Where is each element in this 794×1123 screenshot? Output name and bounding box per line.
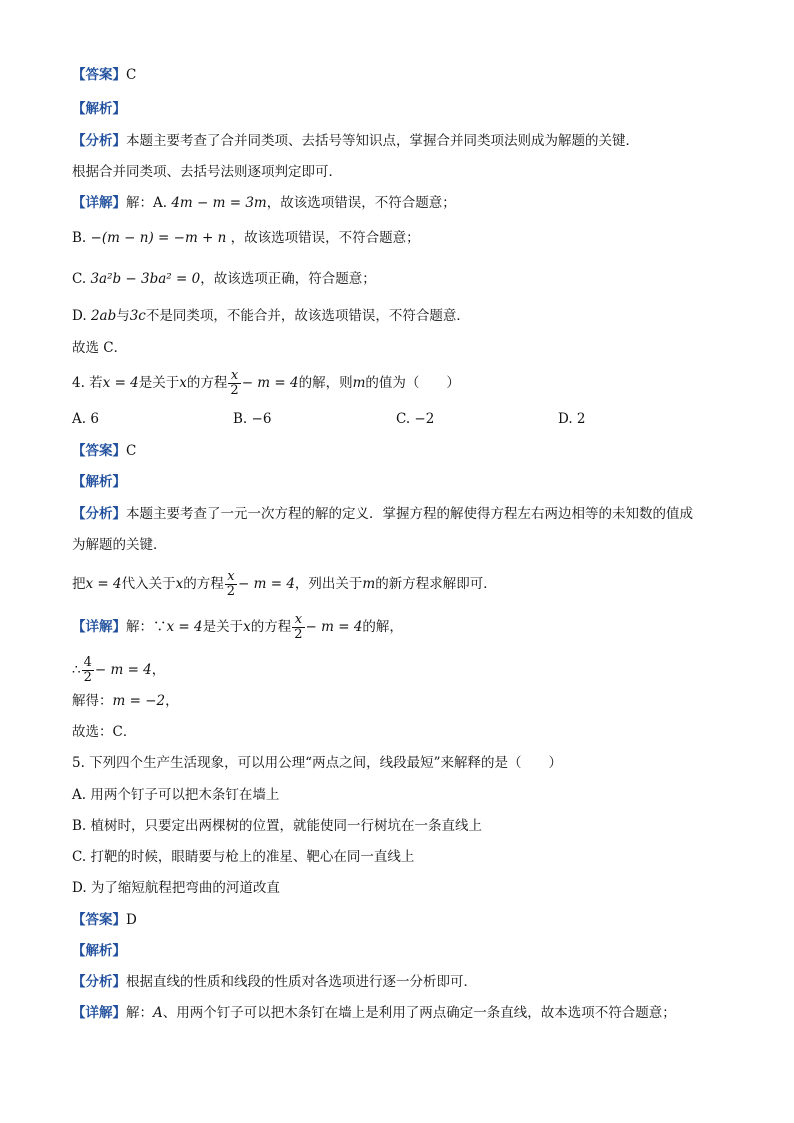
q3-detail-c: [72, 270, 376, 288]
xiangjie-tag: 【详解】: [72, 619, 126, 635]
fenxi-tag: 【分析】: [72, 974, 126, 990]
fenxi-text: 本题主要考查了合并同类项、去括号等知识点，掌握合并同类项法则成为解题的关键．: [126, 133, 639, 149]
q4-fenxi-line-2: [72, 536, 167, 554]
answer-tag: 【答案】: [72, 67, 126, 83]
sub-prefix: 把: [72, 576, 86, 592]
conclusion-text: 故选 C．: [72, 340, 128, 356]
therefore-fraction: [82, 656, 94, 685]
stem-mid-2: 的方程: [186, 375, 228, 391]
answer-tag: 【答案】: [72, 443, 126, 459]
q4-fenxi-line: [72, 505, 693, 523]
q5-option-d: D. 为了缩短航程把弯曲的河道改直: [72, 880, 280, 896]
q5-option-a: A. 用两个钉子可以把木条钉在墙上: [72, 787, 280, 803]
detail-b-prefix: B.: [72, 230, 91, 246]
detail-d-math-1: 2ab: [90, 308, 117, 324]
q3-fenxi-line-2: [72, 163, 342, 181]
conclusion-text: 故选：C．: [72, 724, 137, 740]
q4-answer-line: [72, 442, 136, 460]
xj-suffix: 的解，: [362, 619, 403, 635]
xj-math-2: − m = 4: [305, 619, 363, 635]
stem-mid-1: 是关于: [138, 375, 180, 391]
answer-value: D: [126, 912, 137, 928]
q5-stem: [72, 754, 562, 772]
stem-prefix: 4. 若: [72, 375, 103, 391]
q4-option-b: B. −6: [233, 411, 272, 427]
stem-fraction: [228, 369, 240, 398]
detail-c-math: 3a²b − 3ba² = 0: [90, 271, 201, 287]
detail-a-suffix: ，故该选项错误，不符合题意；: [266, 195, 456, 211]
sub-mid-3: ，列出关于: [294, 576, 363, 592]
q5-option-b: B. 植树时，只要定出两棵树的位置，就能使同一行树坑在一条直线上: [72, 818, 483, 834]
stem-suffix: 的值为（ ）: [365, 375, 460, 391]
q4-therefore-line: [72, 656, 165, 685]
fraction-denominator: 2: [230, 383, 239, 398]
sub-suffix: 的新方程求解即可．: [375, 576, 497, 592]
q3-detail-b: [72, 229, 420, 247]
therefore-symbol: ∴: [72, 662, 81, 678]
stem-mid-3: 的解，则: [298, 375, 353, 391]
fraction-numerator: 4: [83, 655, 92, 670]
fenxi-text-2: 为解题的关键．: [72, 537, 167, 553]
xj-mid-2: 的方程: [250, 619, 292, 635]
solve-prefix: 解得：: [72, 693, 113, 709]
q5-option-c: C. 打靶的时候，眼睛要与枪上的准星、靶心在同一直线上: [72, 849, 415, 865]
xj-prefix: 解：: [126, 1005, 153, 1021]
q5-detail-line: [72, 1004, 676, 1022]
xj-mid: 是关于: [202, 619, 244, 635]
q5-fenxi-line: [72, 973, 477, 991]
sub-math-2: − m = 4: [238, 576, 295, 592]
analysis-tag: 【解析】: [72, 474, 126, 490]
fenxi-tag: 【分析】: [72, 133, 126, 149]
stem-var: x: [179, 375, 187, 391]
sub-mid-2: 的方程: [183, 576, 224, 592]
analysis-tag: 【解析】: [72, 101, 126, 117]
xj-fraction: [292, 613, 304, 642]
fraction-numerator: x: [230, 368, 239, 383]
q3-answer-line: [72, 66, 136, 84]
detail-d-prefix: D.: [72, 308, 91, 324]
detail-d-mid: 与: [116, 308, 130, 324]
fenxi-text: 根据直线的性质和线段的性质对各选项进行逐一分析即可．: [126, 974, 477, 990]
q3-detail-a: [72, 194, 456, 212]
detail-b-suffix: ，故该选项错误，不符合题意；: [226, 230, 420, 246]
analysis-tag: 【解析】: [72, 943, 126, 959]
xj-prefix: 解：∵: [126, 619, 167, 635]
detail-a-math: 4m − m = 3m: [171, 195, 267, 211]
solve-suffix: ，: [165, 693, 179, 709]
detail-b-math: −(m − n) = −m + n: [90, 230, 227, 246]
detail-c-prefix: C.: [72, 271, 91, 287]
sub-math: x = 4: [85, 576, 122, 592]
q3-analysis-line: [72, 100, 126, 118]
q5-analysis-line: [72, 942, 126, 960]
answer-value: C: [126, 443, 137, 459]
fraction-denominator: 2: [83, 670, 92, 685]
fenxi-text: 本题主要考查了一元一次方程的解的定义．掌握方程的解使得方程左右两边相等的未知数的值成: [126, 506, 693, 522]
answer-tag: 【答案】: [72, 912, 126, 928]
q4-option-a: A. 6: [72, 411, 99, 427]
detail-d-math-2: 3c: [129, 308, 146, 324]
fenxi-tag: 【分析】: [72, 506, 126, 522]
q5-answer-line: [72, 911, 137, 929]
xj-math: x = 4: [166, 619, 203, 635]
sub-mid: 代入关于: [121, 576, 176, 592]
fraction-denominator: 2: [226, 584, 236, 599]
q3-detail-d: [72, 307, 470, 325]
detail-a-prefix: 解：A.: [126, 195, 172, 211]
xiangjie-tag: 【详解】: [72, 195, 126, 211]
q4-option-d: D. 2: [558, 411, 586, 427]
stem-text: 5. 下列四个生产生活现象，可以用公理“两点之间，线段最短”来解释的是（ ）: [72, 755, 562, 771]
therefore-math: − m = 4: [94, 662, 152, 678]
xj-var: A: [153, 1005, 163, 1021]
stem-math-2: − m = 4: [241, 375, 299, 391]
stem-var-2: m: [352, 375, 366, 391]
q3-fenxi-line: [72, 132, 639, 150]
q4-detail-line: [72, 613, 403, 642]
q4-substitute-line: [72, 570, 497, 599]
fenxi-text-2: 根据合并同类项、去括号法则逐项判定即可．: [72, 164, 342, 180]
detail-d-suffix: 不是同类项，不能合并，故该选项错误，不符合题意．: [145, 308, 470, 324]
sub-var: x: [175, 576, 184, 592]
fraction-denominator: 2: [294, 627, 303, 642]
q3-conclusion: [72, 339, 127, 357]
xj-var: x: [243, 619, 251, 635]
answer-value: C: [126, 67, 137, 83]
stem-math-1: x = 4: [102, 375, 139, 391]
q4-analysis-line: [72, 473, 126, 491]
therefore-suffix: ，: [151, 662, 166, 678]
solve-math: m = −2: [112, 693, 166, 709]
xj-text: 、用两个钉子可以把木条钉在墙上是利用了两点确定一条直线，故本选项不符合题意；: [162, 1005, 676, 1021]
q4-option-c: C. −2: [396, 411, 435, 427]
q4-solve-line: [72, 692, 179, 710]
sub-var-2: m: [362, 576, 376, 592]
xiangjie-tag: 【详解】: [72, 1005, 126, 1021]
fraction-numerator: x: [227, 569, 235, 584]
sub-fraction: [225, 570, 237, 599]
detail-c-suffix: ，故该选项正确，符合题意；: [200, 271, 376, 287]
fraction-numerator: x: [294, 612, 303, 627]
q4-stem: [72, 369, 460, 398]
q4-conclusion: [72, 723, 136, 741]
